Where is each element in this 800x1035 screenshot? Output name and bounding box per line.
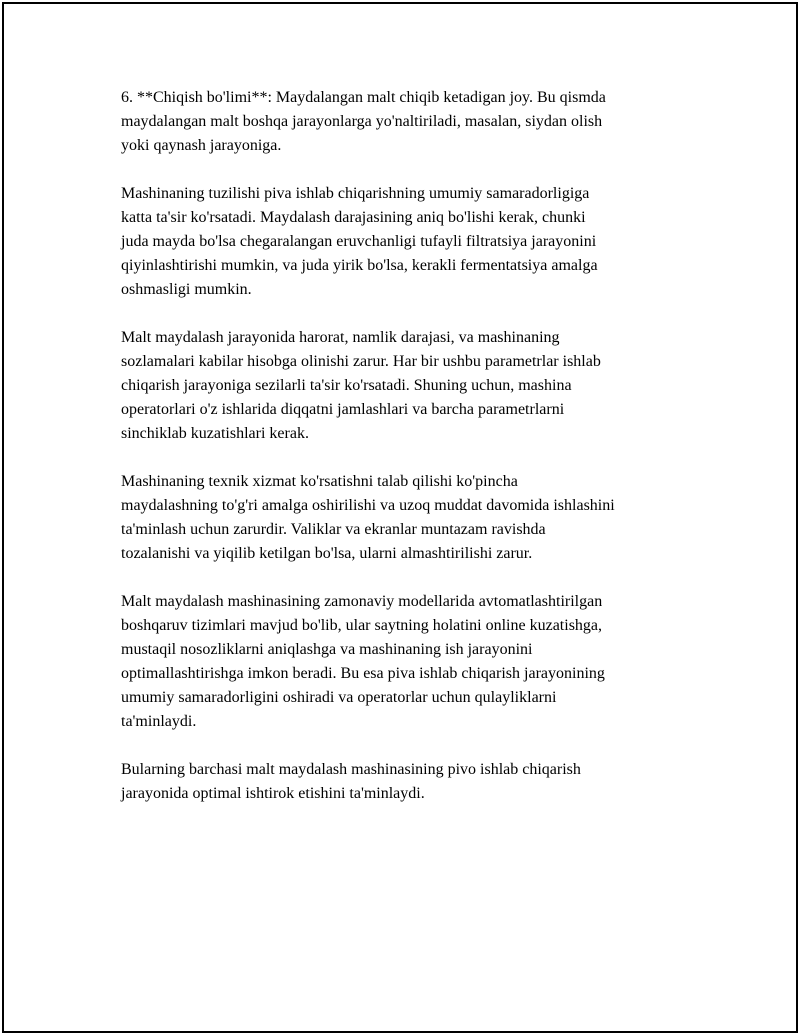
- document-body: [121, 86, 711, 830]
- paragraph-output-section: 6. **Chiqish bo'limi**: Maydalangan malt chiqib ketadigan joy. Bu qismda maydalangan malt boshqa jarayonlarga yo'naltiriladi, masalan, siydan olish yoki qaynash jarayoniga.: [121, 89, 606, 154]
- paragraph-conclusion: Bularning barchasi malt maydalash mashinasining pivo ishlab chiqarish jarayonida optimal ishtirok etishini ta'minlaydi.: [121, 761, 581, 802]
- page-frame: [2, 2, 798, 1033]
- paragraph-automation: Malt maydalash mashinasining zamonaviy modellarida avtomatlashtirilgan boshqaruv tizimlari mavjud bo'lib, ular saytning holatini online kuzatishga, mustaqil nosozliklarni aniqlashga va mashinaning ish jarayonini optimallashtirishga imkon beradi. Bu esa piva ishlab chiqarish jarayonining umumiy samaradorligini oshiradi va operatorlar uchun qulayliklarni ta'minlaydi.: [121, 593, 605, 730]
- paragraph-maintenance: Mashinaning texnik xizmat ko'rsatishni talab qilishi ko'pincha maydalashning to'g'ri amalga oshirilishi va uzoq muddat davomida ishlashini ta'minlash uchun zarurdir. Valiklar va ekranlar muntazam ravishda tozalanishi va yiqilib ketilgan bo'lsa, ularni almashtirilishi zarur.: [121, 473, 615, 562]
- paragraph-process-parameters: Malt maydalash jarayonida harorat, namlik darajasi, va mashinaning sozlamalari kabilar hisobga olinishi zarur. Har bir ushbu parametrlar ishlab chiqarish jarayoniga sezilarli ta'sir ko'rsatadi. Shuning uchun, mashina operatorlari o'z ishlarida diqqatni jamlashlari va barcha parametrlarni sinchiklab kuzatishlari kerak.: [121, 329, 601, 442]
- paragraph-machine-structure: Mashinaning tuzilishi piva ishlab chiqarishning umumiy samaradorligiga katta ta'sir ko'rsatadi. Maydalash darajasining aniq bo'lishi kerak, chunki juda mayda bo'lsa chegaralangan eruvchanligi tufayli filtratsiya jarayonini qiyinlashtirishi mumkin, va juda yirik bo'lsa, kerakli fermentatsiya amalga oshmasligi mumkin.: [121, 185, 598, 298]
